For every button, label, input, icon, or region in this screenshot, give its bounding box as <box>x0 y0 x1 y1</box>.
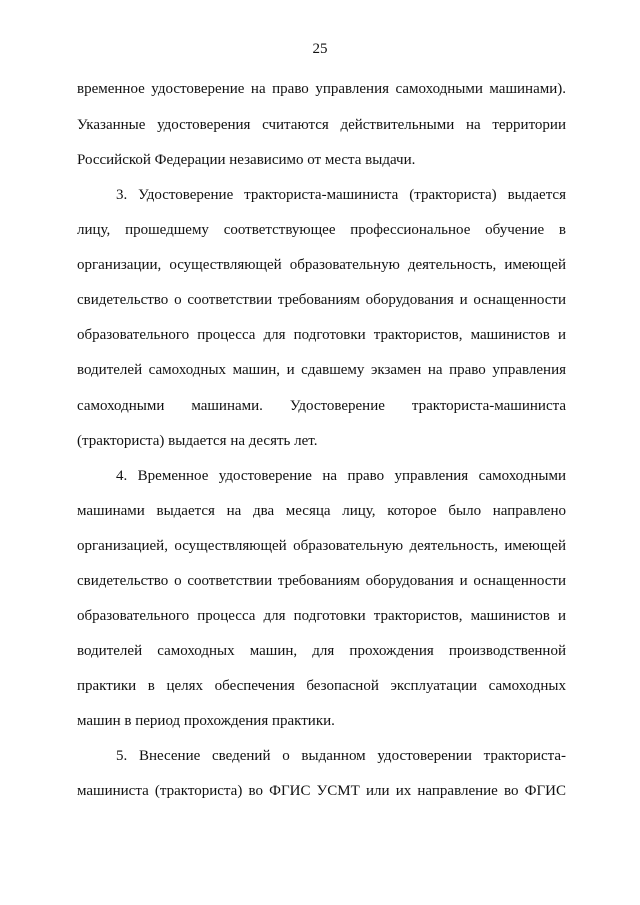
text-line: образовательного процесса для подготовки трактористов, машинистов и <box>77 608 566 624</box>
text-line: машин в период прохождения практики. <box>77 713 335 729</box>
text-line: образовательного процесса для подготовки трактористов, машинистов и <box>77 327 566 343</box>
text-line: свидетельство о соответствии требованиям оборудования и оснащенности <box>77 573 566 589</box>
text-line: Указанные удостоверения считаются действительными на территории <box>77 117 566 133</box>
text-line: (тракториста) выдается на десять лет. <box>77 433 318 449</box>
text-line: организации, осуществляющей образовательную деятельность, имеющей <box>77 257 566 273</box>
text-line: самоходными машинами. Удостоверение тракториста-машиниста <box>77 398 566 414</box>
text-line: машиниста (тракториста) во ФГИС УСМТ или их направление во ФГИС <box>77 783 566 799</box>
text-line: организацией, осуществляющей образовательную деятельность, имеющей <box>77 538 566 554</box>
paragraph-start-line: 4. Временное удостоверение на право управления самоходными <box>116 468 566 484</box>
text-line: лицу, прошедшему соответствующее профессиональное обучение в <box>77 222 566 238</box>
text-line: временное удостоверение на право управления самоходными машинами). <box>77 81 566 97</box>
text-line: водителей самоходных машин, и сдавшему экзамен на право управления <box>77 362 566 378</box>
text-line: Российской Федерации независимо от места выдачи. <box>77 152 416 168</box>
paragraph-start-line: 5. Внесение сведений о выданном удостоверении тракториста- <box>116 748 566 764</box>
page-number: 25 <box>312 41 328 57</box>
text-line: практики в целях обеспечения безопасной эксплуатации самоходных <box>77 678 566 694</box>
paragraph-start-line: 3. Удостоверение тракториста-машиниста (тракториста) выдается <box>116 187 566 203</box>
text-line: водителей самоходных машин, для прохождения производственной <box>77 643 566 659</box>
text-line: свидетельство о соответствии требованиям оборудования и оснащенности <box>77 292 566 308</box>
text-line: машинами выдается на два месяца лицу, которое было направлено <box>77 503 566 519</box>
